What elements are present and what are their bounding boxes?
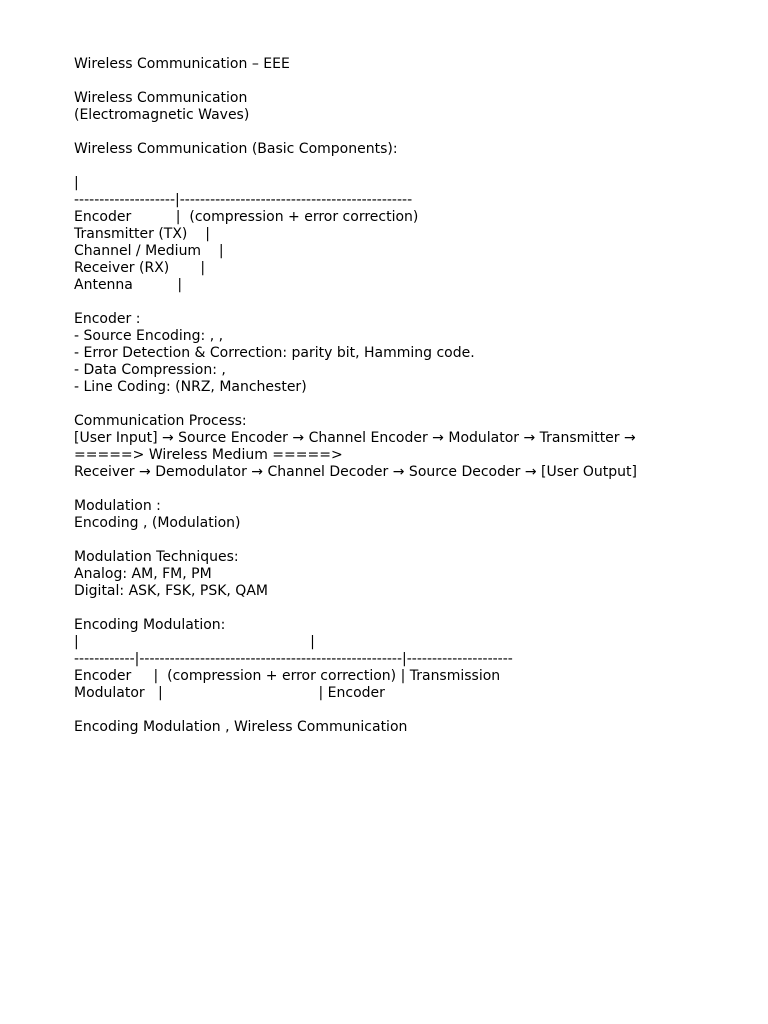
doc-title: Wireless Communication – EEE (74, 56, 290, 72)
list-item: - Data Compression: , (74, 362, 226, 378)
techniques-heading: Modulation Techniques: (74, 549, 239, 565)
comparison-row: Modulator | | Encoder (74, 685, 385, 701)
comparison-row: Encoder | (compression + error correction) | Transmission (74, 668, 501, 684)
comparison-heading: Encoding Modulation: (74, 617, 226, 633)
table-row: Channel / Medium | (74, 243, 224, 259)
table-header: | (74, 175, 79, 191)
table-row: Antenna | (74, 277, 183, 293)
table-row: Transmitter (TX) | (74, 226, 210, 242)
process-heading: Communication Process: (74, 413, 247, 429)
modulation-heading: Modulation : (74, 498, 161, 514)
process-line: Receiver → Demodulator → Channel Decoder → Source Decoder → [User Output] (74, 464, 637, 480)
conclusion-line: Encoding Modulation , Wireless Communication (74, 719, 408, 735)
intro-line-2: (Electromagnetic Waves) (74, 107, 250, 123)
encoder-heading: Encoder : (74, 311, 141, 327)
intro-line-1: Wireless Communication (74, 90, 248, 106)
modulation-line: Encoding , (Modulation) (74, 515, 241, 531)
table-row: Encoder | (compression + error correction) (74, 209, 419, 225)
list-item: - Error Detection & Correction: parity bit, Hamming code. (74, 345, 475, 361)
list-item: - Line Coding: (NRZ, Manchester) (74, 379, 307, 395)
comparison-separator: ------------|----------------------------------------------------|--------------------- (74, 651, 513, 667)
techniques-analog: Analog: AM, FM, PM (74, 566, 212, 582)
section-heading: Wireless Communication (Basic Components): (74, 141, 398, 157)
process-line: [User Input] → Source Encoder → Channel Encoder → Modulator → Transmitter → (74, 430, 636, 446)
table-separator: --------------------|---------------------------------------------- (74, 192, 413, 208)
comparison-header: | | (74, 634, 315, 650)
techniques-digital: Digital: ASK, FSK, PSK, QAM (74, 583, 268, 599)
list-item: - Source Encoding: , , (74, 328, 224, 344)
table-row: Receiver (RX) | (74, 260, 206, 276)
process-line: =====> Wireless Medium =====> (74, 447, 343, 463)
